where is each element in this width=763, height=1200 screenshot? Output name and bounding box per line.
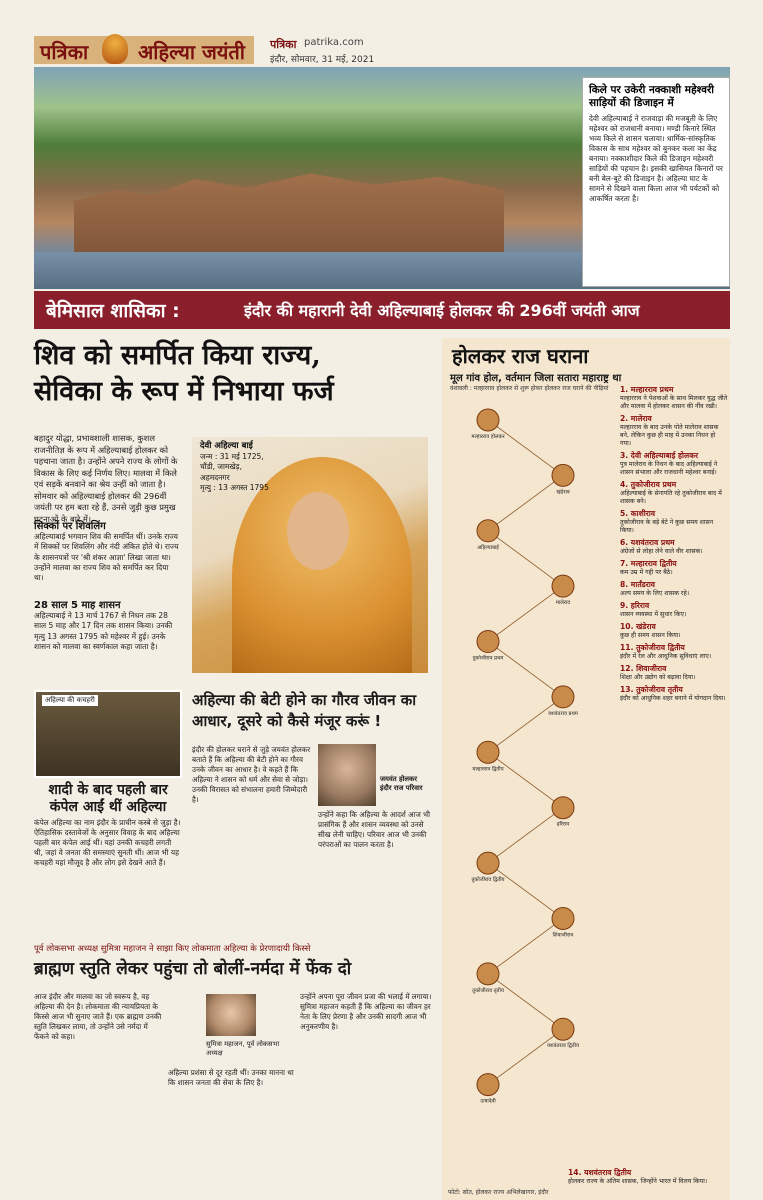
sidebar-ruler-12	[620, 664, 728, 682]
ruler-body: शिक्षा और उद्योग को बढ़ावा दिया।	[620, 674, 696, 681]
sidebar-ruler-11	[620, 643, 728, 661]
photo-box-title: किले पर उकेरी नक्काशी महेश्वरी साड़ियों की डिजाइन में	[589, 84, 714, 109]
sumitra-col1: आज इंदौर और मालवा का जो स्वरूप है, वह अहिल्या की देन है। लोकमाता की न्यायप्रियता के किस्से आज भी सुनाए जाते हैं। एक ब्राह्मण उनकी स्तुति लिखकर लाया, तो उन्होंने उसे नर्मदा में फेंकने को कहा।	[34, 992, 162, 1041]
holkar-tail	[568, 1168, 730, 1186]
years28-heading: 28 साल 5 माह शासन	[34, 600, 121, 611]
tree-node-portrait	[477, 741, 499, 763]
sidebar-ruler-9	[620, 601, 728, 619]
ruler-title: 13. तुकोजीराव तृतीय	[620, 685, 683, 694]
jaywant-role: इंदौर राज परिवार	[380, 784, 423, 792]
ruler-title: 6. यशवंतराव प्रथम	[620, 538, 675, 547]
sidebar-ruler-13	[620, 685, 728, 703]
gaurav-col2: उन्होंने कहा कि अहिल्या के आदर्श आज भी प्रासंगिक हैं और शासन व्यवस्था को उनसे सीख लेनी चाहिए। परिवार आज भी उनकी परंपराओं का पालन करता है।	[318, 810, 430, 849]
ruler-body: मल्हारराव ने पेशवाओं के साथ मिलकर युद्ध जीते और मालवा में होलकर शासन की नींव रखी।	[620, 395, 728, 410]
tree-node-label: तुकोजीराव प्रथम	[472, 655, 504, 662]
tree-node-portrait	[552, 1018, 574, 1040]
banner-right: इंदौर की महारानी देवी अहिल्याबाई होलकर की 296वीं जयंती आज	[244, 301, 640, 320]
tree-link	[488, 863, 563, 918]
tree-node-label: ऊषादेवी	[480, 1098, 496, 1105]
face-shape	[287, 492, 349, 570]
dateline: इंदौर, सोमवार, 31 मई, 2021	[270, 55, 375, 65]
tree-link	[488, 697, 563, 752]
ruler-body: पुत्र मालेराव के निधन के बाद अहिल्याबाई ने शासन संभाला और राजधानी महेश्वर बनाई।	[620, 461, 718, 476]
tree-node-label: हरिराव	[556, 821, 570, 828]
portrait-caption	[200, 441, 290, 494]
portrait-died: मृत्यु : 13 अगस्त 1795	[200, 483, 269, 492]
kachhari-heading: शादी के बाद पहली बार कंपेल आईं थीं अहिल्या	[48, 782, 168, 815]
headline-line1: शिव को समर्पित किया राज्य,	[34, 340, 321, 371]
ruler-title: 10. खंडेराव	[620, 622, 656, 631]
ruler-title: 3. देवी अहिल्याबाई होलकर	[620, 451, 699, 460]
sidebar-ruler-4	[620, 480, 728, 506]
photo-credit: फोटो: स्रोत, होलकर राज्य अभिलेखागार, इंदौर	[448, 1189, 549, 1196]
family-tree	[448, 400, 618, 1150]
ruler-title: 11. तुकोजीराव द्वितीय	[620, 643, 685, 652]
gaurav-heading: अहिल्या की बेटी होने का गौरव जीवन का आधार, दूसरे को कैसे मंजूर करूं !	[192, 691, 417, 730]
holkar-title: होलकर राज घराना	[452, 344, 589, 368]
photo-box-body: देवी अहिल्याबाई ने राजवाड़ा की मजबूती के लिए महेश्वर को राजधानी बनाया। मण्डी किनारे स्थित भव्य किले से शासन चलाया। धार्मिक-सांस्कृतिक विकास के साथ महेश्वर को बुनकर कला का केंद्र बनाया। नक्काशीदार किले की डिजाइन महेश्वरी साड़ियों की पहचान है। इसकी खासियत किनारों पर बनी बेल-बूटे की डिजाइन है। अहिल्या घाट के सामने से दिखने वाला किला आज भी पर्यटकों को आकर्षित करता है।	[589, 114, 723, 203]
main-headline	[34, 338, 434, 410]
jaywant-caption	[380, 775, 436, 793]
tree-link	[488, 586, 563, 641]
portrait-place: चौंडी, जामखेड़,	[200, 462, 242, 471]
tree-node-portrait	[552, 575, 574, 597]
ruler-body: इंदौर को आधुनिक शहर बनाने में योगदान दिया।	[620, 695, 726, 702]
tree-link	[488, 420, 563, 475]
sidebar-ruler-2	[620, 414, 728, 448]
gaurav-col1: इंदौर की होलकर घराने से जुड़े जयवंत होलकर बताते हैं कि अहिल्या की बेटी होने का गौरव उनके जीवन का आधार है। वे कहते हैं कि अहिल्या ने शासन को धर्म और सेवा से जोड़ा। उनकी विरासत को संभालना हमारी जिम्मेदारी है।	[192, 745, 311, 804]
portrait-born: जन्म : 31 मई 1725,	[200, 451, 264, 461]
ruler-title: 2. मालेराव	[620, 414, 652, 423]
tree-node-label: मल्हारराव द्वितीय	[472, 766, 504, 773]
sumitra-caption: सुमित्रा महाजन, पूर्व लोकसभा अध्यक्ष	[206, 1040, 280, 1057]
portrait-district: अहमदनगर	[200, 472, 230, 482]
tree-node-portrait	[552, 686, 574, 708]
tree-node-portrait	[552, 464, 574, 486]
sumitra-col3: उन्होंने अपना पूरा जीवन प्रजा की भलाई में लगाया। सुमित्रा महाजन कहती हैं कि अहिल्या का जीवन हर नेता के लिए प्रेरणा है और उनकी सादगी आज भी अनुकरणीय है।	[300, 992, 432, 1031]
shila-heading: सिक्कों पर शिवलिंग	[34, 521, 106, 532]
holkar-note: वंशावली : मल्हारराव होलकर से शुरू होकर होलकर राज घराने की पीढ़ियां	[450, 385, 609, 392]
tree-node-portrait	[477, 852, 499, 874]
sumitra-kicker: पूर्व लोकसभा अध्यक्ष सुमित्रा महाजन ने साझा किए लोकमाता अहिल्या के प्रेरणादायी किस्से	[34, 944, 311, 954]
section-title: अहिल्या जयंती	[138, 40, 245, 64]
ruler-body: अल्प समय के लिए शासक रहे।	[620, 590, 690, 597]
sidebar-ruler-1	[620, 385, 728, 411]
paper-url[interactable]: patrika.com	[304, 37, 364, 48]
tree-link	[488, 531, 563, 586]
paper-name: पत्रिका	[270, 38, 297, 51]
years28-body: अहिल्याबाई ने 13 मार्च 1767 से निधन तक 28 साल 5 माह और 17 दिन तक शासन किया। उनकी मृत्यु 13 अगस्त 1795 को महेश्वर में हुई। उनके शासन को मालवा का स्वर्णकाल कहा जाता है।	[34, 611, 173, 651]
tree-node-portrait	[477, 1074, 499, 1096]
ruler-body: कुछ ही समय शासन किया।	[620, 632, 681, 639]
sumitra-col2: अहिल्या प्रशंसा से दूर रहती थीं। उनका मानना था कि शासन जनता की सेवा के लिए है।	[168, 1068, 294, 1087]
ruler-body: कम उम्र में गद्दी पर बैठे।	[620, 569, 673, 576]
sidebar-ruler-3	[620, 451, 728, 477]
tree-link	[488, 475, 563, 530]
tree-node-label: शिवाजीराव	[552, 932, 574, 939]
ruler-title: 7. मल्हारराव द्वितीय	[620, 559, 677, 568]
ruler-body: इंदौर में रेल और आधुनिक सुविधाएं लाए।	[620, 653, 712, 660]
lamp-icon	[102, 34, 128, 64]
ruler-title: 4. तुकोजीराव प्रथम	[620, 480, 677, 489]
tree-node-label: मालेराव	[555, 600, 571, 607]
tail-title: 14. यशवंतराव द्वितीय	[568, 1168, 632, 1177]
tree-node-portrait	[552, 797, 574, 819]
tree-node-label: अहिल्याबाई	[477, 544, 499, 551]
ruler-body: मल्हारराव के बाद उनके पोते मालेराव शासक बने, लेकिन कुछ ही माह में उनका निधन हो गया।	[620, 424, 719, 447]
kachhari-label: अहिल्या की कचहरी	[42, 695, 98, 706]
sidebar-ruler-5	[620, 509, 728, 535]
ruler-title: 8. मार्तंडराव	[620, 580, 656, 589]
sidebar-ruler-10	[620, 622, 728, 640]
headline-line2: सेविका के रूप में निभाया फर्ज	[34, 376, 334, 407]
sumitra-photo	[206, 994, 256, 1036]
ruler-body: शासन व्यवस्था में सुधार किए।	[620, 611, 687, 618]
ruler-title: 9. हरिराव	[620, 601, 650, 610]
ruler-title: 5. काशीराव	[620, 509, 656, 518]
tree-node-label: यशवंतराव द्वितीय	[546, 1043, 580, 1050]
intro-text: बहादुर योद्धा, प्रभावशाली शासक, कुशल राजनीतिज्ञ के रूप में अहिल्याबाई होलकर को पहचाना जाता है। उन्होंने अपने राज्य के लोगों के विकास के लिए कई निर्णय लिए। मालवा में किले एवं सड़कें बनवाने का श्रेय उन्हीं को जाता है। सोमवार को अहिल्याबाई होलकर की 296वीं जयंती पर हम बता रहे हैं, उनसे जुड़ी कुछ प्रमुख घटनाओं के बारे में।	[34, 433, 178, 524]
holkar-subtitle: मूल गांव होल, वर्तमान जिला सतारा महाराष्ट्र था	[450, 373, 622, 384]
ruler-body: तुकोजीराव के बड़े बेटे ने कुछ समय शासन किया।	[620, 519, 714, 534]
tree-node-label: यशवंतराव प्रथम	[548, 710, 578, 717]
banner-left: बेमिसाल शासिका :	[46, 300, 180, 322]
tree-node-portrait	[552, 907, 574, 929]
tree-node-label: तुकोजीराव तृतीय	[472, 987, 504, 994]
tree-nodes	[471, 409, 580, 1105]
sidebar-ruler-8	[620, 580, 728, 598]
tree-link	[488, 918, 563, 973]
tree-node-label: मल्हारराव होलकर	[471, 434, 505, 440]
sidebar-ruler-6	[620, 538, 728, 556]
ruler-body: अंग्रेजों से लोहा लेने वाले वीर शासक।	[620, 548, 703, 555]
tree-link	[488, 642, 563, 697]
tree-node-portrait	[477, 520, 499, 542]
brand-logo: पत्रिका	[40, 40, 89, 64]
tree-node-label: खंडेराव	[556, 489, 570, 496]
tree-link	[488, 752, 563, 807]
banner	[34, 291, 730, 329]
sidebar-ruler-7	[620, 559, 728, 577]
ruler-title: 1. मल्हारराव प्रथम	[620, 385, 674, 394]
ruler-body: अहिल्याबाई के सेनापति रहे तुकोजीराव बाद में शासक बने।	[620, 490, 722, 505]
jaywant-photo	[318, 744, 376, 806]
tree-node-portrait	[477, 631, 499, 653]
tree-link	[488, 974, 563, 1029]
holkar-sidebar	[620, 385, 728, 706]
tree-node-portrait	[477, 963, 499, 985]
sumitra-heading: ब्राह्मण स्तुति लेकर पहुंचा तो बोलीं-नर्मदा में फेंक दो	[34, 959, 352, 979]
shila-body: अहिल्याबाई भगवान शिव की समर्पित थीं। उनके राज्य में सिक्कों पर शिवलिंग और नंदी अंकित होते थे। राज्य के शासनपत्रों पर 'श्री शंकर आज्ञा' लिखा जाता था। उन्होंने मालवा का राज्य शिव को समर्पित कर दिया था।	[34, 532, 179, 583]
fort-shape	[74, 157, 504, 267]
tree-node-portrait	[477, 409, 499, 431]
kachhari-body: कंपेल अहिल्या का नाम इंदौर के प्राचीन कस्बे से जुड़ा है। ऐतिहासिक दस्तावेजों के अनुसार विवाह के बाद अहिल्या पहली बार कंपेल आई थीं। यहां उनकी कचहरी लगती थी, जहां वे जनता की समस्याएं सुनती थीं। आज भी यह कचहरी यहां मौजूद है और लोग इसे देखने आते हैं।	[34, 818, 181, 867]
tree-node-label: तुकोजीराव द्वितीय	[471, 877, 505, 884]
photo-caption-box	[582, 77, 730, 287]
jaywant-name: जयवंत होलकर	[380, 775, 417, 783]
portrait-name: देवी अहिल्या बाई	[200, 441, 253, 451]
tree-link	[488, 1029, 563, 1084]
ruler-title: 12. शिवाजीराव	[620, 664, 667, 673]
tree-link	[488, 808, 563, 863]
tail-body: होलकर राज्य के अंतिम शासक, जिन्होंने भारत में विलय किया।	[568, 1178, 708, 1185]
